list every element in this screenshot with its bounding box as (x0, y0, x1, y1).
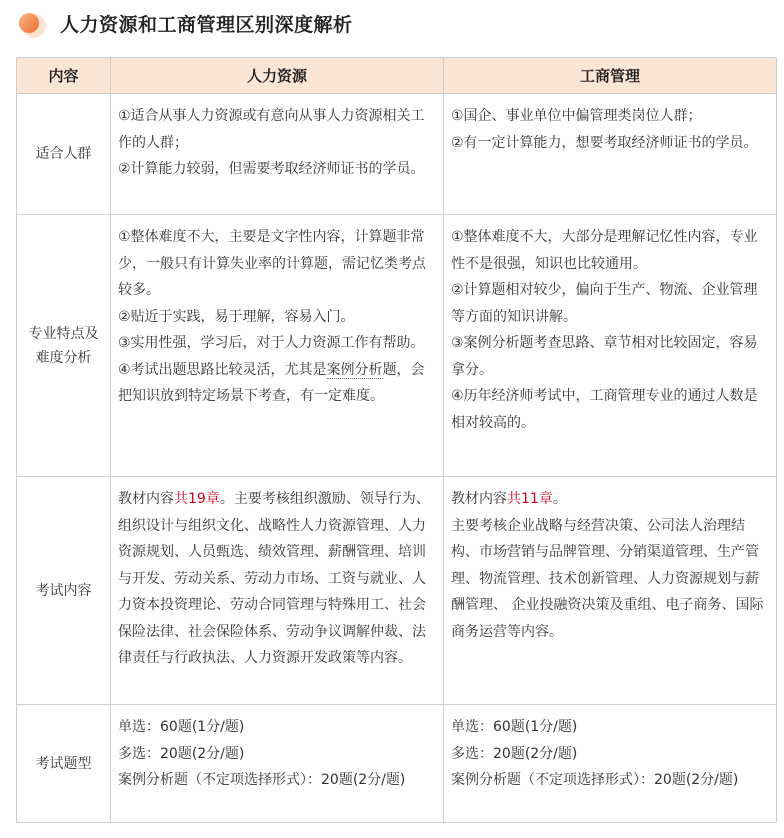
table-row (17, 705, 777, 823)
list-item: 单选：60题(1分/题) (118, 719, 245, 735)
list-item-text: 。主要考核组织激励、领导行为、组织设计与组织文化、战略性人力资源管理、人力资源规划、人员甄选、绩效管理、薪酬管理、培训与开发、劳动关系、劳动力市场、工资与就业、人力资本投资理论、劳动合同管理与特殊用工、社会保险法律、社会保险体系、劳动争议调解仲裁、法律责任与行政执法、人力资源开发政策等内容。 (118, 491, 430, 666)
chapter-count-highlight: 共11章 (507, 491, 553, 507)
table-header-row (17, 58, 777, 94)
list-item-text: 教材内容 (451, 491, 507, 507)
list-item (118, 357, 437, 410)
list-item: 多选：20题(2分/题) (118, 745, 245, 762)
list-item: 案例分析题（不定项选择形式）：20题(2分/题) (118, 772, 406, 788)
list-item: ②有一定计算能力，想要考取经济师证书的学员。 (451, 134, 758, 151)
comparison-table (16, 57, 777, 823)
list-item (118, 486, 437, 672)
list-item: 案例分析题（不定项选择形式）：20题(2分/题) (451, 772, 739, 788)
header-content: 内容 (17, 58, 111, 94)
hr-cell (111, 477, 444, 705)
list-item: ③案例分析题考查思路、章节相对比较固定，容易拿分。 (451, 335, 758, 378)
table-row (17, 215, 777, 477)
decorative-circle-icon (16, 10, 46, 40)
case-analysis-link[interactable]: 案例分析 (326, 361, 383, 378)
list-item: ②计算题相对较少，偏向于生产、物流、企业管理等方面的知识讲解。 (451, 282, 758, 325)
hr-cell (111, 705, 444, 823)
table-row (17, 94, 777, 215)
list-item: ①国企、事业单位中偏管理类岗位人群； (451, 108, 702, 124)
row-label: 考试内容 (17, 477, 111, 705)
row-label: 适合人群 (17, 94, 111, 215)
bm-cell (444, 94, 777, 215)
list-item: 多选：20题(2分/题) (451, 745, 578, 762)
list-item: ①整体难度不大，主要是文字性内容，计算题非常少，一般只有计算失业率的计算题，需记忆类考点较多。 (118, 229, 426, 298)
list-item: 主要考核企业战略与经营决策、公司法人治理结构、市场营销与品牌管理、分销渠道管理、生产管理、物流管理、技术创新管理、人力资源规划与薪酬管理、 企业投融资决策及重组、电子商务、国际商务运营等内容。 (451, 517, 764, 640)
list-item: ①适合从事人力资源或有意向从事人力资源相关工作的人群； (118, 108, 425, 151)
row-label: 考试题型 (17, 705, 111, 823)
row-label-line: 难度分析 (35, 349, 92, 366)
list-item: ④历年经济师考试中，工商管理专业的通过人数是相对较高的。 (451, 388, 758, 431)
bm-cell (444, 705, 777, 823)
header-bm: 工商管理 (444, 58, 777, 94)
list-item: 单选：60题(1分/题) (451, 719, 578, 735)
list-item (451, 486, 770, 513)
list-item-text: ④考试出题思路比较灵活，尤其是 (118, 361, 327, 378)
row-label (17, 215, 111, 477)
list-item: ①整体难度不大，大部分是理解记忆性内容，专业性不是很强，知识也比较通用。 (451, 229, 758, 272)
bm-cell (444, 215, 777, 477)
title-bar (0, 0, 784, 52)
list-item-text: 题，会把知识放到特定场景下考查，有一定难度。 (118, 361, 425, 404)
table-row (17, 477, 777, 705)
list-item-text: 教材内容 (118, 491, 174, 507)
chapter-count-highlight: 共19章 (174, 491, 220, 507)
header-hr: 人力资源 (111, 58, 444, 94)
hr-cell (111, 215, 444, 477)
page-title: 人力资源和工商管理区别深度解析 (60, 14, 353, 36)
list-item: ②贴近于实践，易于理解，容易入门。 (118, 308, 355, 325)
bm-cell (444, 477, 777, 705)
list-item: ②计算能力较弱，但需要考取经济师证书的学员。 (118, 161, 425, 177)
list-item: ③实用性强，学习后，对于人力资源工作有帮助。 (118, 335, 425, 351)
row-label-line: 专业特点及 (28, 325, 99, 342)
list-item-text: 。 (552, 491, 567, 507)
hr-cell (111, 94, 444, 215)
